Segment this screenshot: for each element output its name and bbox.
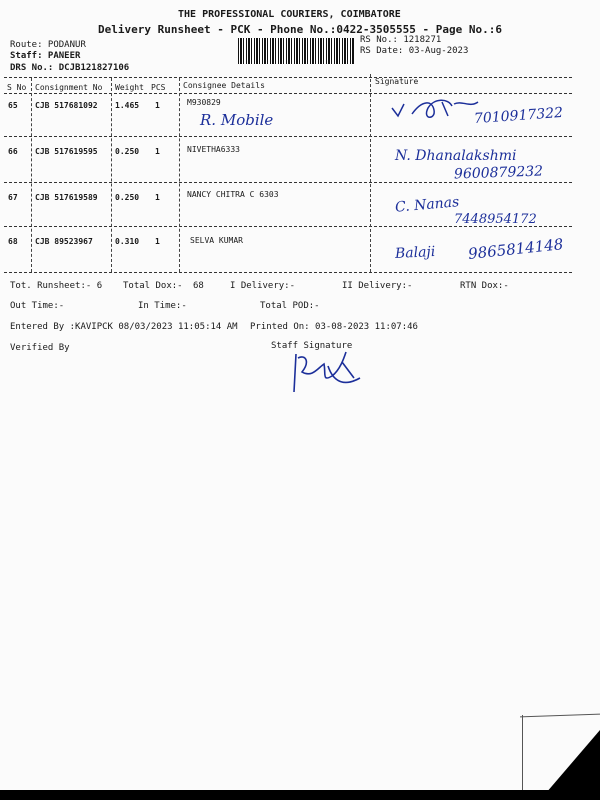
table-bottom-rule	[4, 272, 572, 273]
signature-mark	[392, 98, 482, 128]
staff-label: Staff: PANEER	[10, 51, 81, 61]
runsheet-title: Delivery Runsheet - PCK - Phone No.:0422-3505555 - Page No.:6	[98, 23, 502, 36]
col-header-sno: S No	[7, 83, 27, 92]
route-label: Route: PODANUR	[10, 40, 86, 50]
row-pcs: 1	[155, 101, 160, 110]
row-weight: 0.310	[115, 237, 140, 246]
handwritten-phone: 9865814148	[467, 235, 565, 263]
in-time-label: In Time:-	[138, 301, 187, 311]
out-time-label: Out Time:-	[10, 301, 65, 311]
column-divider	[111, 78, 112, 272]
paper-edge	[522, 715, 523, 800]
i-delivery-label: I Delivery:-	[230, 281, 296, 291]
handwritten-name: Balaji	[394, 243, 436, 263]
handwritten-phone: 9600879232	[453, 163, 544, 183]
column-divider	[370, 74, 371, 272]
row-sno: 67	[8, 193, 18, 202]
staff-signature-mark	[288, 348, 368, 400]
barcode	[238, 38, 354, 64]
col-header-consignment: Consignment No	[35, 83, 103, 92]
entered-by: Entered By :KAVIPCK 08/03/2023 11:05:14 AM	[10, 322, 238, 332]
col-header-pcs: PCS	[151, 83, 166, 92]
paper-edge	[520, 714, 600, 718]
rs-date-label: RS Date: 03-Aug-2023	[360, 46, 469, 56]
row-pcs: 1	[155, 193, 160, 202]
total-runsheet: Tot. Runsheet:- 6	[10, 281, 103, 291]
printed-on: Printed On: 03-08-2023 11:07:46	[250, 322, 418, 332]
row-weight: 1.465	[115, 101, 140, 110]
handwritten-phone: 7448954172	[454, 212, 537, 227]
row-consignee: M930829	[187, 98, 221, 107]
col-header-consignee: Consignee Details	[183, 81, 265, 90]
table-top-rule	[4, 77, 572, 78]
handwritten-name: C. Nanas	[394, 194, 460, 216]
row-pcs: 1	[155, 147, 160, 156]
row-rule	[4, 136, 572, 137]
total-dox-label: Total Dox:-	[123, 281, 183, 291]
row-consignment: CJB 89523967	[35, 237, 93, 246]
row-consignee: NANCY CHITRA C 6303	[187, 190, 279, 199]
rtn-dox-label: RTN Dox:-	[460, 281, 509, 291]
row-sno: 65	[8, 101, 18, 110]
row-sno: 66	[8, 147, 18, 156]
total-pod-label: Total POD:-	[260, 301, 320, 311]
column-divider	[179, 78, 180, 272]
handwritten-name: N. Dhanalakshmi	[395, 148, 517, 164]
row-consignee: NIVETHA6333	[187, 145, 240, 154]
row-consignment: CJB 517619595	[35, 147, 98, 156]
rs-no-label: RS No.: 1218271	[360, 35, 442, 45]
staff-signature-label: Staff Signature	[271, 341, 353, 351]
total-dox-value: 68	[193, 281, 204, 291]
column-divider	[31, 78, 32, 272]
drs-label: DRS No.: DCJB121827106	[10, 63, 130, 73]
row-weight: 0.250	[115, 147, 140, 156]
row-consignment: CJB 517619589	[35, 193, 98, 202]
table-header-rule	[4, 93, 572, 94]
ii-delivery-label: II Delivery:-	[342, 281, 413, 291]
handwritten-phone: 7010917322	[473, 104, 564, 128]
row-sno: 68	[8, 237, 18, 246]
handwritten-name: R. Mobile	[200, 111, 274, 129]
company-name: THE PROFESSIONAL COURIERS, COIMBATORE	[178, 9, 401, 20]
row-weight: 0.250	[115, 193, 140, 202]
verified-by-label: Verified By	[10, 343, 70, 353]
col-header-signature: Signature	[375, 77, 419, 86]
row-rule	[4, 182, 572, 183]
row-consignment: CJB 517681092	[35, 101, 98, 110]
row-consignee: SELVA KUMAR	[190, 236, 243, 245]
scan-bottom-edge	[0, 790, 600, 800]
col-header-weight: Weight	[115, 83, 144, 92]
row-pcs: 1	[155, 237, 160, 246]
